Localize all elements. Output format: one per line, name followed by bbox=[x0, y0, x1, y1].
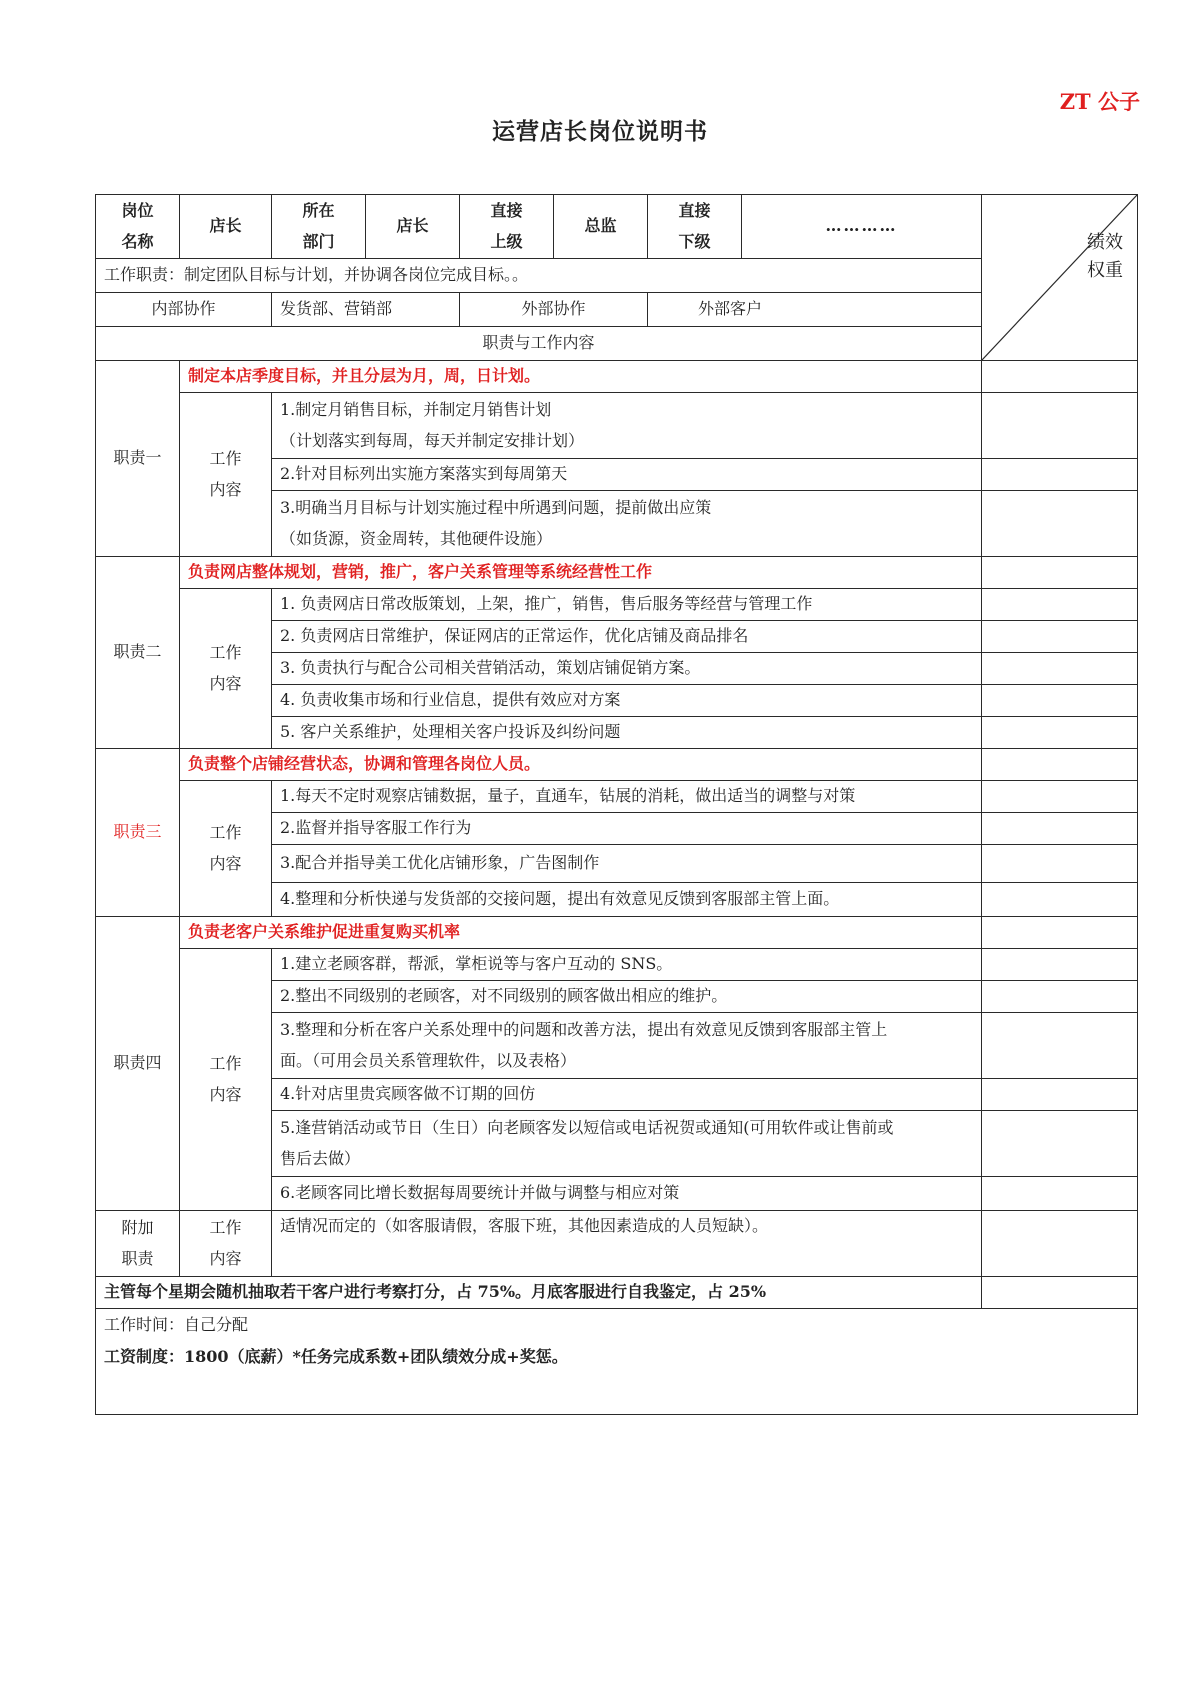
duty-item: 6.老顾客同比增长数据每周要统计并做与调整与相应对策 bbox=[272, 1177, 982, 1211]
weight-cell bbox=[982, 361, 1138, 393]
duty-item: 2. 负责网店日常维护，保证网店的正常运作，优化店铺及商品排名 bbox=[272, 621, 982, 653]
weight-cell bbox=[982, 749, 1138, 781]
weight-cell bbox=[982, 1111, 1138, 1177]
duty-heading: 负责整个店铺经营状态，协调和管理各岗位人员。 bbox=[180, 749, 982, 781]
external-collab-label: 外部协作 bbox=[460, 293, 648, 327]
weight-cell bbox=[982, 1013, 1138, 1079]
document-title: 运营店长岗位说明书 bbox=[492, 118, 708, 145]
dept-label: 所在 部门 bbox=[272, 195, 366, 259]
salary-system: 工资制度：1800（底薪）*任务完成系数+团队绩效分成+奖惩。 bbox=[104, 1347, 568, 1366]
duty-item: 2.针对目标列出实施方案落实到每周第天 bbox=[272, 459, 982, 491]
duty-name: 职责三 bbox=[96, 749, 180, 917]
duty-heading: 制定本店季度目标，并且分层为月，周，日计划。 bbox=[180, 361, 982, 393]
job-duty: 工作职责：制定团队目标与计划，并协调各岗位完成目标。。 bbox=[96, 259, 982, 293]
weight-cell bbox=[982, 1277, 1138, 1309]
weight-cell bbox=[982, 1211, 1138, 1277]
internal-collab-label: 内部协作 bbox=[96, 293, 272, 327]
weight-cell bbox=[982, 781, 1138, 813]
weight-cell bbox=[982, 621, 1138, 653]
duty-item: 3.配合并指导美工优化店铺形象，广告图制作 bbox=[272, 845, 982, 883]
weight-cell bbox=[982, 589, 1138, 621]
extra-duty-name: 附加 职责 bbox=[96, 1211, 180, 1277]
weight-cell bbox=[982, 845, 1138, 883]
duty-item: 1.每天不定时观察店铺数据，量子，直通车，钻展的消耗，做出适当的调整与对策 bbox=[272, 781, 982, 813]
weight-cell bbox=[982, 949, 1138, 981]
weight-cell bbox=[982, 393, 1138, 459]
weight-cell bbox=[982, 459, 1138, 491]
duty-item: 4.整理和分析快递与发货部的交接问题，提出有效意见反馈到客服部主管上面。 bbox=[272, 883, 982, 917]
work-content-label: 工作 内容 bbox=[180, 589, 272, 749]
work-content-label: 工作 内容 bbox=[180, 949, 272, 1211]
duty-name: 职责四 bbox=[96, 917, 180, 1211]
weight-cell bbox=[982, 557, 1138, 589]
weight-cell bbox=[982, 653, 1138, 685]
work-content-label: 工作 内容 bbox=[180, 393, 272, 557]
weight-cell bbox=[982, 1177, 1138, 1211]
work-content-label: 工作 内容 bbox=[180, 781, 272, 917]
duty-item: 5.逢营销活动或节日（生日）向老顾客发以短信或电话祝贺或通知(可用软件或让售前或 售后去做） bbox=[272, 1111, 982, 1177]
duty-item: 1.建立老顾客群，帮派，掌柜说等与客户互动的 SNS。 bbox=[272, 949, 982, 981]
footer-info bbox=[96, 1309, 1138, 1415]
brand-mark: ZT 公子 bbox=[1059, 89, 1140, 114]
weight-cell bbox=[982, 717, 1138, 749]
weight-cell bbox=[982, 685, 1138, 717]
duty-item: 1. 负责网店日常改版策划，上架，推广，销售，售后服务等经营与管理工作 bbox=[272, 589, 982, 621]
extra-duty-content: 适情况而定的（如客服请假，客服下班，其他因素造成的人员短缺）。 bbox=[272, 1211, 982, 1277]
weight-cell bbox=[982, 917, 1138, 949]
duty-name: 职责二 bbox=[96, 557, 180, 749]
weight-label-line2: 权重 bbox=[1087, 259, 1123, 281]
work-time: 工作时间：自己分配 bbox=[104, 1315, 249, 1334]
superior-value: 总监 bbox=[554, 195, 648, 259]
duty-item: 3. 负责执行与配合公司相关营销活动，策划店铺促销方案。 bbox=[272, 653, 982, 685]
subordinate-label: 直接 下级 bbox=[648, 195, 742, 259]
weight-cell bbox=[982, 1079, 1138, 1111]
section-header: 职责与工作内容 bbox=[96, 327, 982, 361]
external-collab-value: 外部客户 bbox=[648, 293, 982, 327]
duty-item: 4.针对店里贵宾顾客做不订期的回仿 bbox=[272, 1079, 982, 1111]
internal-collab-value: 发货部、营销部 bbox=[272, 293, 460, 327]
work-content-label: 工作 内容 bbox=[180, 1211, 272, 1277]
weight-cell bbox=[982, 981, 1138, 1013]
evaluation-rule: 主管每个星期会随机抽取若干客户进行考察打分，占 75%。月底客服进行自我鉴定，占 25% bbox=[96, 1277, 982, 1309]
subordinate-value: ………… bbox=[742, 195, 982, 259]
duty-item: 3.整理和分析在客户关系处理中的问题和改善方法，提出有效意见反馈到客服部主管上 面。（可用会员关系管理软件，以及表格） bbox=[272, 1013, 982, 1079]
weight-cell bbox=[982, 883, 1138, 917]
duty-item: 5. 客户关系维护，处理相关客户投诉及纠纷问题 bbox=[272, 717, 982, 749]
duty-item: 1.制定月销售目标，并制定月销售计划 （计划落实到每周，每天并制定安排计划） bbox=[272, 393, 982, 459]
weight-cell bbox=[982, 813, 1138, 845]
duty-name: 职责一 bbox=[96, 361, 180, 557]
duty-item: 2.整出不同级别的老顾客，对不同级别的顾客做出相应的维护。 bbox=[272, 981, 982, 1013]
duty-item: 3.明确当月目标与计划实施过程中所遇到问题，提前做出应策 （如货源，资金周转，其他硬件设施） bbox=[272, 491, 982, 557]
weight-label-line1: 绩效 bbox=[1087, 232, 1123, 253]
job-description-table bbox=[95, 194, 1137, 1415]
dept-value: 店长 bbox=[366, 195, 460, 259]
duty-item: 4. 负责收集市场和行业信息，提供有效应对方案 bbox=[272, 685, 982, 717]
position-value: 店长 bbox=[180, 195, 272, 259]
performance-weight-header bbox=[982, 195, 1138, 361]
superior-label: 直接 上级 bbox=[460, 195, 554, 259]
duty-heading: 负责老客户关系维护促进重复购买机率 bbox=[180, 917, 982, 949]
weight-cell bbox=[982, 491, 1138, 557]
duty-item: 2.监督并指导客服工作行为 bbox=[272, 813, 982, 845]
position-label: 岗位 名称 bbox=[96, 195, 180, 259]
duty-heading: 负责网店整体规划，营销，推广，客户关系管理等系统经营性工作 bbox=[180, 557, 982, 589]
